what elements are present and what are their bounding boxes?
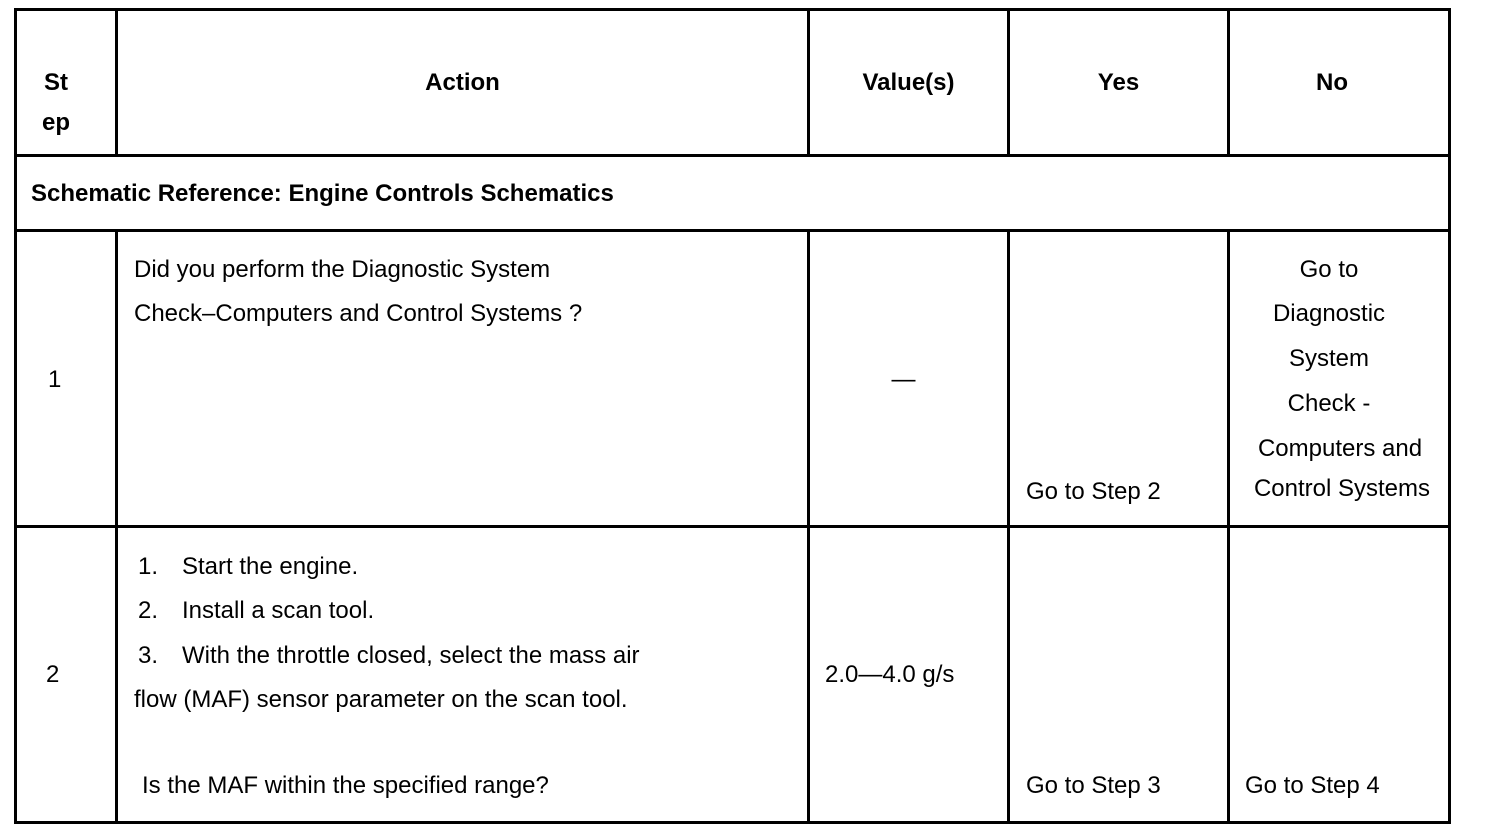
row2-action-step2-number: 2. [138,597,159,624]
row2-action-step1-number: 1. [138,553,159,580]
table-border-bottom [14,821,1451,824]
header-values: Value(s) [862,69,955,96]
row2-action-step2-text: Install a scan tool. [182,597,375,624]
row2-action-continuation: flow (MAF) sensor parameter on the scan tool. [134,686,628,713]
table-border-left [14,8,17,824]
row1-no-line6: Control Systems [1253,475,1431,502]
row1-no-line5: Computers and [1257,435,1423,462]
row2-action-question: Is the MAF within the specified range? [142,772,549,799]
header-divider [14,154,1451,157]
header-yes: Yes [1097,69,1140,96]
column-divider-values [1007,229,1010,824]
row1-step: 1 [48,366,62,393]
row1-value: — [891,366,916,393]
row2-no: Go to Step 4 [1245,772,1380,799]
row2-action-step1-text: Start the engine. [182,553,359,580]
row2-value: 2.0—4.0 g/s [825,661,955,688]
row2-action-step3-text: With the throttle closed, select the mass air [182,642,640,669]
row-divider [14,525,1451,528]
row1-no-line2: Diagnostic [1272,300,1386,327]
header-no: No [1316,69,1348,96]
header-step-line1: St [44,69,68,96]
section-title: Schematic Reference: Engine Controls Schematics [31,180,614,207]
header-action: Action [425,69,500,96]
table-border-right [1448,8,1451,824]
row1-no-line1: Go to [1299,256,1359,283]
table-border-top [14,8,1451,11]
row1-yes: Go to Step 2 [1026,478,1161,505]
header-step-line2: ep [42,109,71,136]
row2-step: 2 [46,661,60,688]
column-divider-action [807,229,810,824]
row2-action-step3-number: 3. [138,642,159,669]
row1-action-line2: Check–Computers and Control Systems ? [134,300,583,327]
row1-action-line1: Did you perform the Diagnostic System [134,256,551,283]
section-divider [14,229,1451,232]
column-divider-step [115,229,118,824]
row1-no-line4: Check - [1287,390,1371,417]
row2-yes: Go to Step 3 [1026,772,1161,799]
row1-no-line3: System [1288,345,1369,372]
